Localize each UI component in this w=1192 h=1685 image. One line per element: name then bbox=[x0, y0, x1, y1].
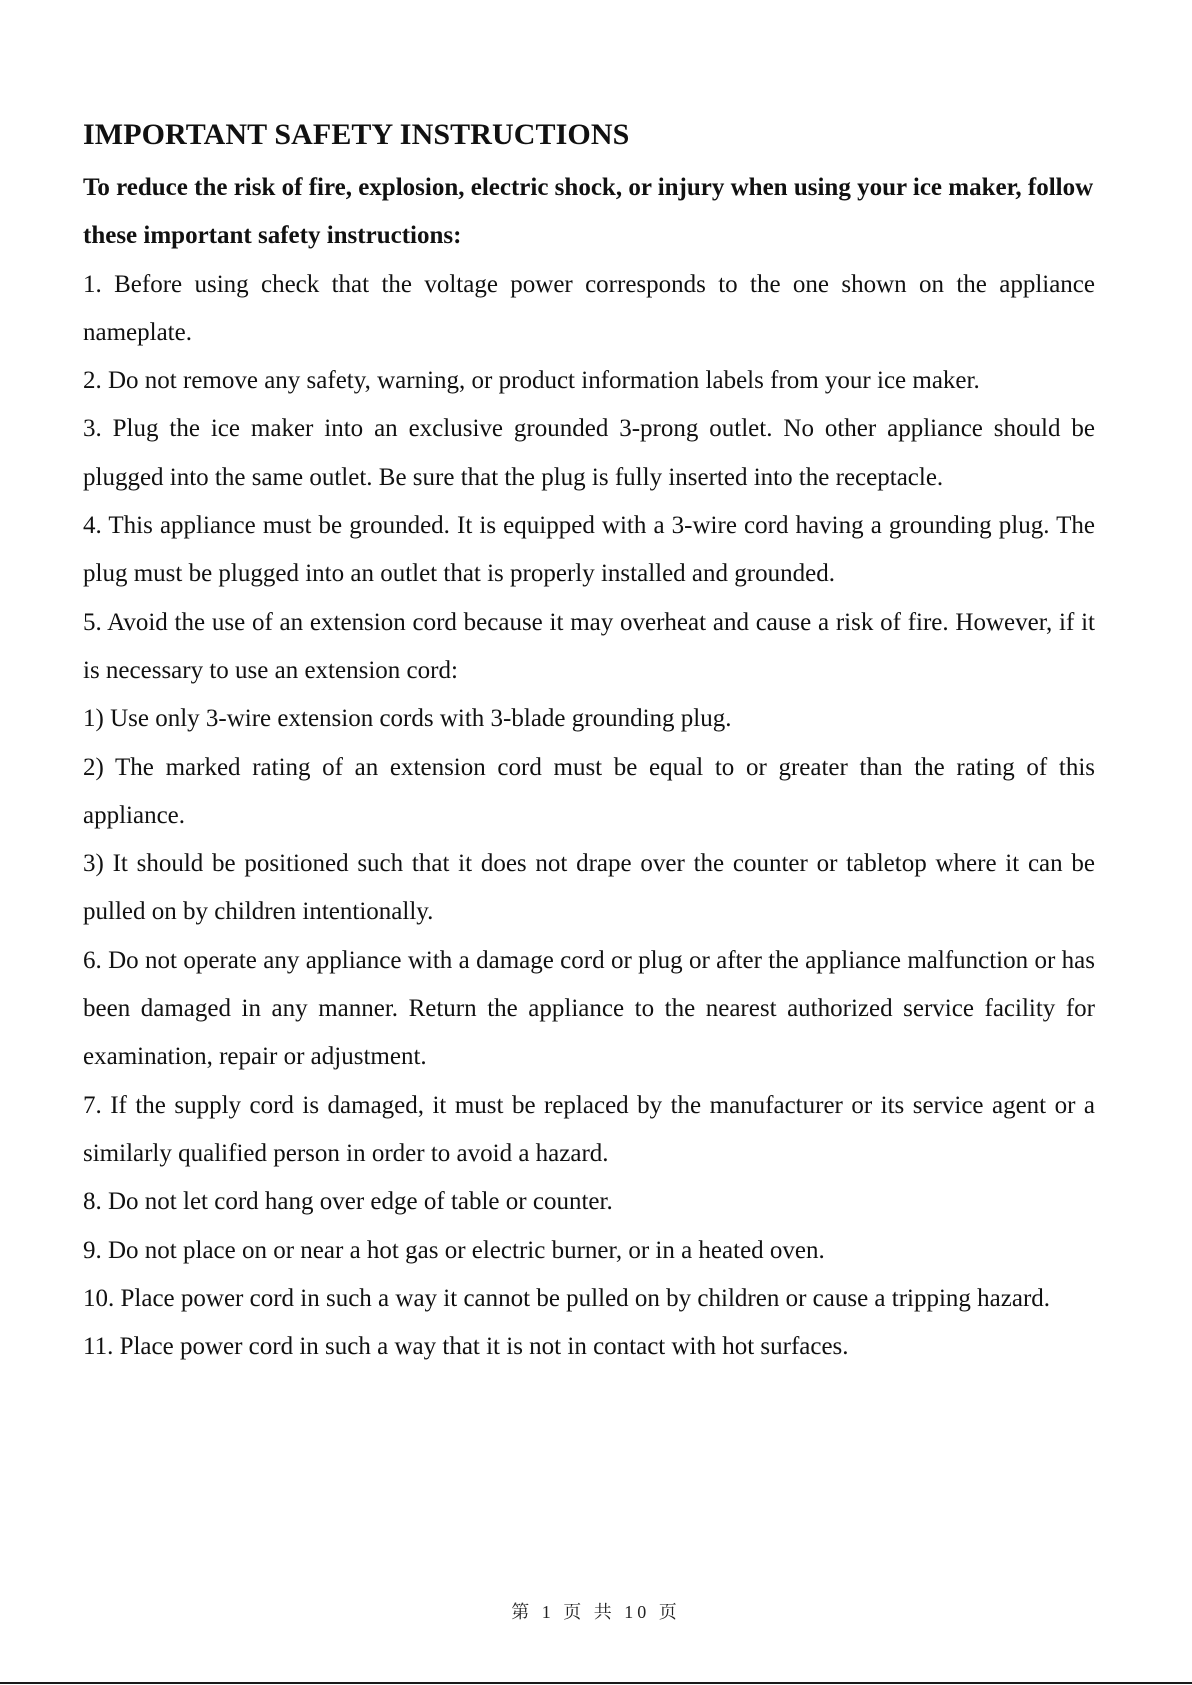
instruction-1: 1. Before using check that the voltage power corresponds to the one shown on the appliance nameplate. bbox=[83, 270, 1095, 346]
document-page bbox=[83, 110, 1095, 1371]
instruction-8: 8. Do not let cord hang over edge of table or counter. bbox=[83, 1188, 613, 1216]
instruction-11: 11. Place power cord in such a way that it is not in contact with hot surfaces. bbox=[83, 1333, 849, 1361]
instruction-5: 5. Avoid the use of an extension cord because it may overheat and cause a risk of fire. However, if it is necessary to use an extension cord: bbox=[83, 608, 1095, 684]
instruction-7: 7. If the supply cord is damaged, it must be replaced by the manufacturer or its service agent or a similarly qualified person in order to avoid a hazard. bbox=[83, 1091, 1095, 1167]
document-title: IMPORTANT SAFETY INSTRUCTIONS bbox=[83, 118, 630, 151]
instruction-5-subitem-2: 2) The marked rating of an extension cord must be equal to or greater than the rating of this appliance. bbox=[83, 753, 1095, 829]
instruction-5-subitem-1: 1) Use only 3-wire extension cords with 3-blade grounding plug. bbox=[83, 705, 732, 733]
page-bottom-divider bbox=[0, 1682, 1192, 1684]
instruction-6: 6. Do not operate any appliance with a damage cord or plug or after the appliance malfunction or has been damaged in any manner. Return the appliance to the nearest authorized service facility for examination, repair or adjustment. bbox=[83, 946, 1095, 1071]
intro-text: To reduce the risk of fire, explosion, electric shock, or injury when using your ice maker, follow these important safety instructions: bbox=[83, 174, 1094, 250]
page-footer: 第 1 页 共 10 页 bbox=[511, 1602, 681, 1622]
instruction-2: 2. Do not remove any safety, warning, or product information labels from your ice maker. bbox=[83, 367, 980, 395]
instruction-3: 3. Plug the ice maker into an exclusive grounded 3-prong outlet. No other appliance should be plugged into the same outlet. Be sure that the plug is fully inserted into the receptacle. bbox=[83, 415, 1095, 491]
instruction-4: 4. This appliance must be grounded. It is equipped with a 3-wire cord having a grounding plug. The plug must be plugged into an outlet that is properly installed and grounded. bbox=[83, 512, 1095, 588]
instruction-10: 10. Place power cord in such a way it cannot be pulled on by children or cause a tripping hazard. bbox=[83, 1284, 1051, 1312]
instruction-5-subitem-3: 3) It should be positioned such that it does not drape over the counter or tabletop where it can be pulled on by children intentionally. bbox=[83, 850, 1095, 926]
instruction-9: 9. Do not place on or near a hot gas or electric burner, or in a heated oven. bbox=[83, 1236, 825, 1264]
